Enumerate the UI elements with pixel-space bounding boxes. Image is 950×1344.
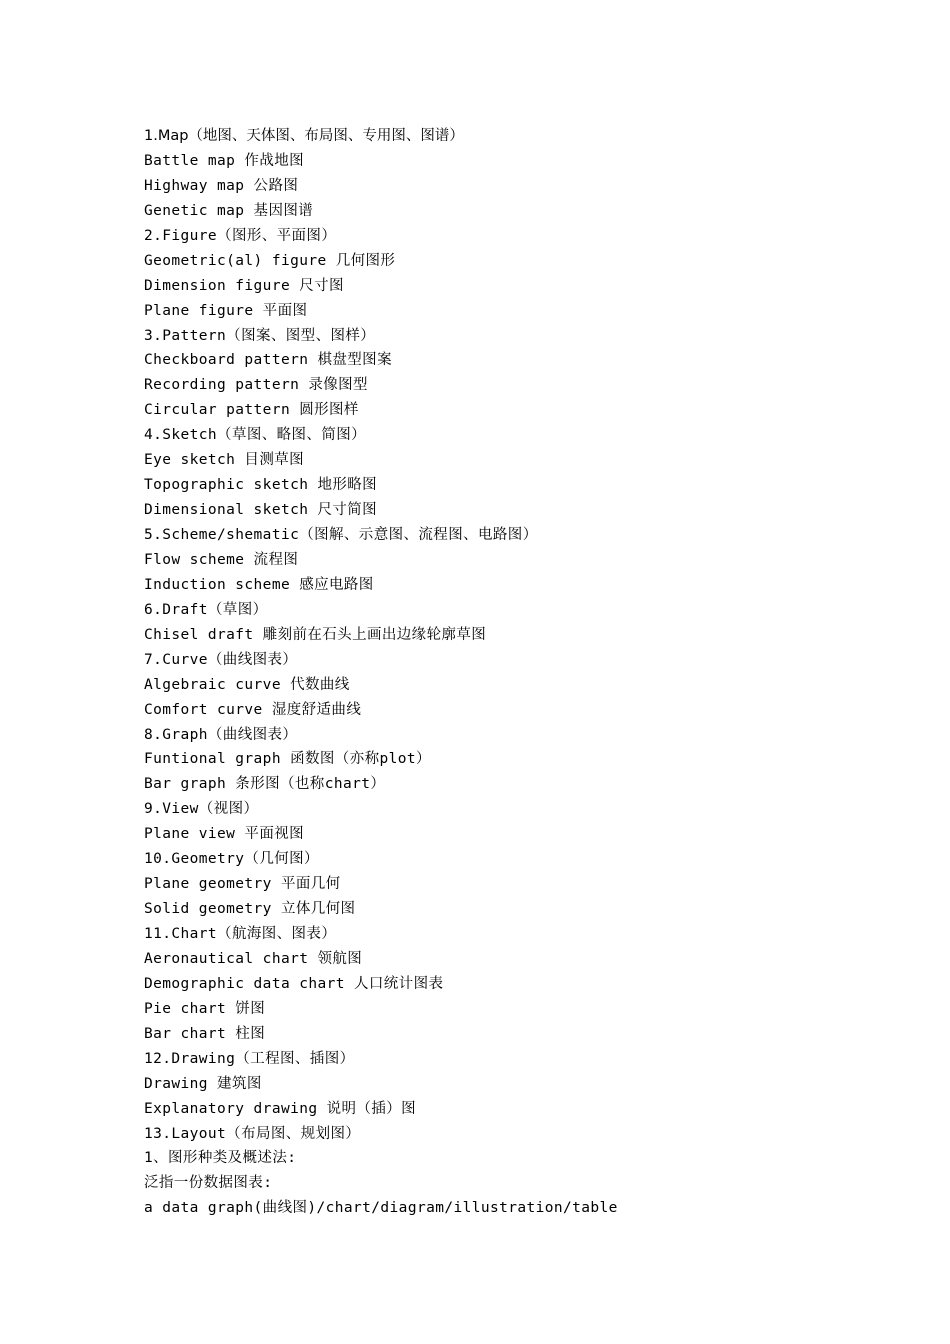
text-line: Bar graph 条形图（也称chart） (144, 776, 386, 793)
text-line: 12.Drawing（工程图、插图） (144, 1050, 355, 1067)
text-line: 8.Graph（曲线图表） (144, 726, 298, 743)
text-line: Flow scheme 流程图 (144, 551, 299, 568)
text-line: Bar chart 柱图 (144, 1025, 266, 1042)
text-line: Plane geometry 平面几何 (144, 876, 341, 893)
text-line: Drawing 建筑图 (144, 1075, 262, 1092)
text-line: Dimension figure 尺寸图 (144, 277, 344, 294)
text-line: Aeronautical chart 领航图 (144, 950, 363, 967)
text-line: Circular pattern 圆形图样 (144, 402, 359, 419)
text-line: 1、图形种类及概述法: (144, 1150, 297, 1167)
text-line: Eye sketch 目测草图 (144, 452, 305, 469)
text-line: Highway map 公路图 (144, 177, 299, 194)
text-line: Plane figure 平面图 (144, 302, 308, 319)
text-line: Chisel draft 雕刻前在石头上画出边缘轮廓草图 (144, 626, 487, 643)
text-line: 3.Pattern（图案、图型、图样） (144, 327, 376, 344)
text-line: 2.Figure（图形、平面图） (144, 227, 337, 244)
text-line: Dimensional sketch 尺寸简图 (144, 502, 378, 519)
text-line: Comfort curve 湿度舒适曲线 (144, 701, 362, 718)
text-line: Demographic data chart 人口统计图表 (144, 975, 444, 992)
text-line: 6.Draft（草图） (144, 601, 268, 618)
text-line: Topographic sketch 地形略图 (144, 477, 378, 494)
text-line: 5.Scheme/shematic（图解、示意图、流程图、电路图） (144, 527, 538, 543)
text-line: 泛指一份数据图表: (144, 1175, 273, 1192)
text-line: Plane view 平面视图 (144, 826, 305, 843)
text-line: Induction scheme 感应电路图 (144, 576, 374, 593)
text-line: Recording pattern 录像图型 (144, 377, 368, 394)
text-line: 7.Curve（曲线图表） (144, 651, 298, 668)
text-line: Explanatory drawing 说明（插）图 (144, 1100, 416, 1117)
text-line: Genetic map 基因图谱 (144, 202, 314, 219)
text-line: Checkboard pattern 棋盘型图案 (144, 352, 392, 369)
text-line: 11.Chart（航海图、图表） (144, 926, 337, 942)
text-line: 1.Map（地图、天体图、布局图、专用图、图谱） (144, 128, 464, 144)
text-line: Algebraic curve 代数曲线 (144, 676, 350, 693)
text-line: Geometric(al) figure 几何图形 (144, 252, 396, 269)
text-line: 13.Layout（布局图、规划图） (144, 1125, 361, 1142)
text-line: Pie chart 饼图 (144, 1000, 266, 1017)
text-line: 9.View（视图） (144, 801, 259, 818)
text-line: 10.Geometry（几何图） (144, 851, 319, 868)
text-line: Solid geometry 立体几何图 (144, 901, 356, 918)
text-line: 4.Sketch（草图、略图、简图） (144, 427, 367, 444)
text-line: Battle map 作战地图 (144, 152, 305, 169)
document-body (144, 124, 844, 1221)
text-line: Funtional graph 函数图（亦称plot） (144, 751, 431, 768)
text-line: a data graph(曲线图)/chart/diagram/illustration/table (144, 1200, 618, 1217)
